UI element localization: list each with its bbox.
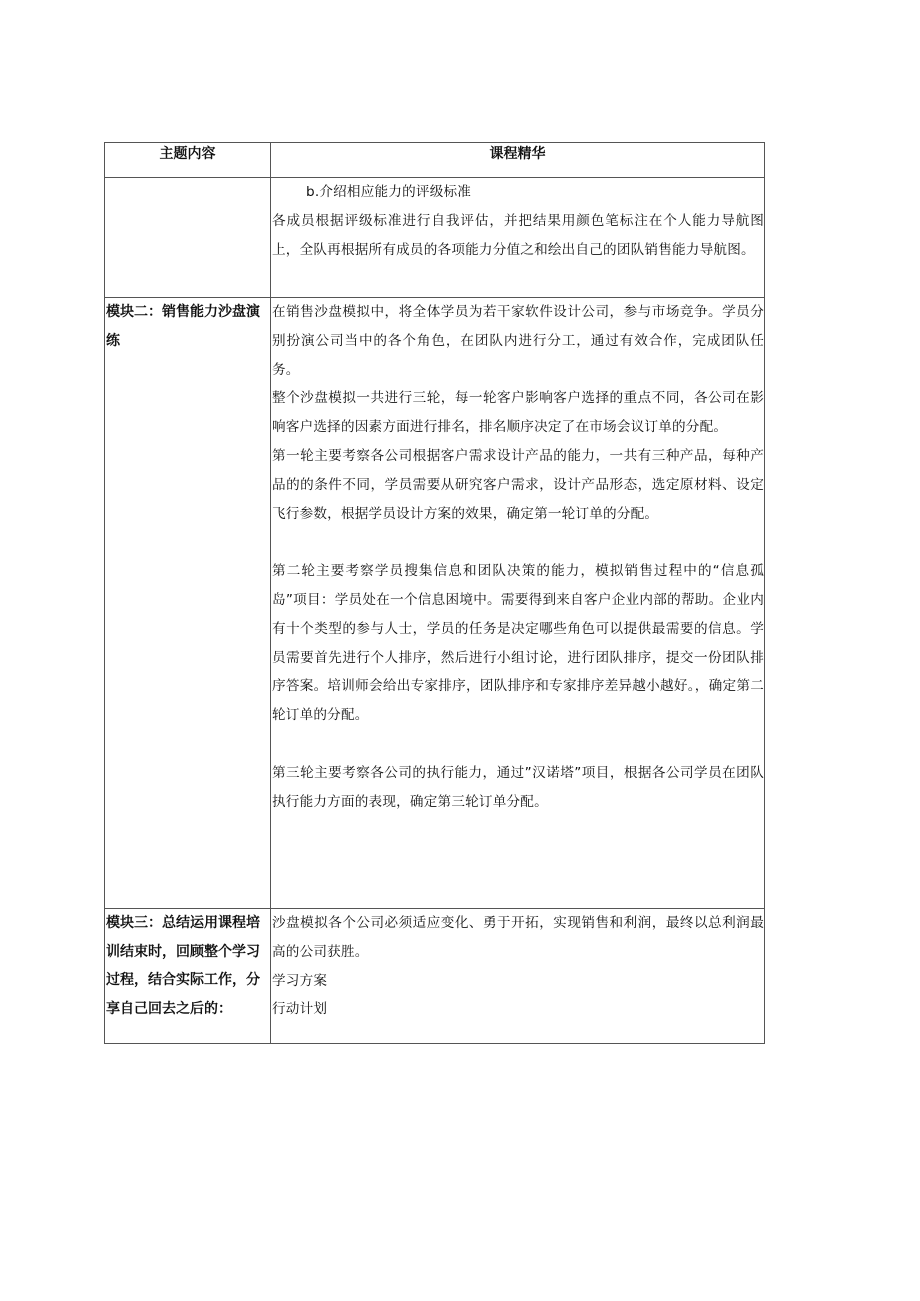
row3-line-1: 沙盘模拟各个公司必须适应变化、勇于开拓，实现销售和利润，最终以总利润最高的公司获胜。 [272, 915, 764, 960]
row2-content-cell [271, 298, 765, 909]
row1-content-cell [271, 178, 765, 298]
row1-topic-cell [105, 178, 271, 298]
row3-topic: 模块三：总结运用课程培训结束时，回顾整个学习过程，结合实际工作，分享自己回去之后的： [106, 915, 260, 1017]
row2-paragraph-3: 第一轮主要考察各公司根据客户需求设计产品的能力，一共有三种产品，每种产品的的条件不同，学员需要从研究客户需求，设计产品形态，选定原材料、设定飞行参数，根据学员设计方案的效果，确定第一轮订单的分配。 [272, 447, 764, 522]
row3-line-2: 学习方案 [272, 972, 328, 989]
blank-line [272, 730, 764, 759]
row3-topic-cell [105, 909, 271, 1044]
table-row [105, 298, 765, 909]
row3-content-cell [271, 909, 765, 1044]
table-header-row [105, 143, 765, 178]
row3-line-3: 行动计划 [272, 1001, 328, 1018]
row2-paragraph-1: 在销售沙盘模拟中，将全体学员为若干家软件设计公司，参与市场竞争。学员分别扮演公司当中的各个角色，在团队内进行分工，通过有效合作，完成团队任务。 [272, 304, 764, 378]
header-topic: 主题内容 [105, 143, 271, 178]
row1-line-2: 各成员根据评级标准进行自我评估，并把结果用颜色笔标注在个人能力导航图上，全队再根据所有成员的各项能力分值之和绘出自己的团队销售能力导航图。 [272, 212, 764, 258]
row2-topic: 模块二：销售能力沙盘演练 [106, 304, 260, 349]
row2-paragraph-2: 整个沙盘模拟一共进行三轮，每一轮客户影响客户选择的重点不同，各公司在影响客户选择的因素方面进行排名，排名顺序决定了在市场会议订单的分配。 [272, 390, 764, 436]
table-row [105, 909, 765, 1044]
row1-line-1: b.介绍相应能力的评级标准 [306, 184, 472, 200]
row2-topic-cell [105, 298, 271, 909]
course-table [104, 142, 765, 1044]
row2-paragraph-5: 第三轮主要考察各公司的执行能力，通过”汉诺塔”项目，根据各公司学员在团队执行能力方面的表现，确定第三轮订单分配。 [272, 764, 764, 810]
blank-line [272, 528, 764, 557]
header-highlights: 课程精华 [271, 143, 765, 178]
row2-paragraph-4: 第二轮主要考察学员搜集信息和团队决策的能力，模拟销售过程中的“信息孤岛”项目：学员处在一个信息困境中。需要得到来自客户企业内部的帮助。企业内有十个类型的参与人士，学员的任务是决定哪些角色可以提供最需要的信息。学员需要首先进行个人排序，然后进行小组讨论，进行团队排序，提交一份团队排序答案。培训师会给出专家排序，团队排序和专家排序差异越小越好。，确定第二轮订单的分配。 [272, 563, 764, 724]
table-row [105, 178, 765, 298]
